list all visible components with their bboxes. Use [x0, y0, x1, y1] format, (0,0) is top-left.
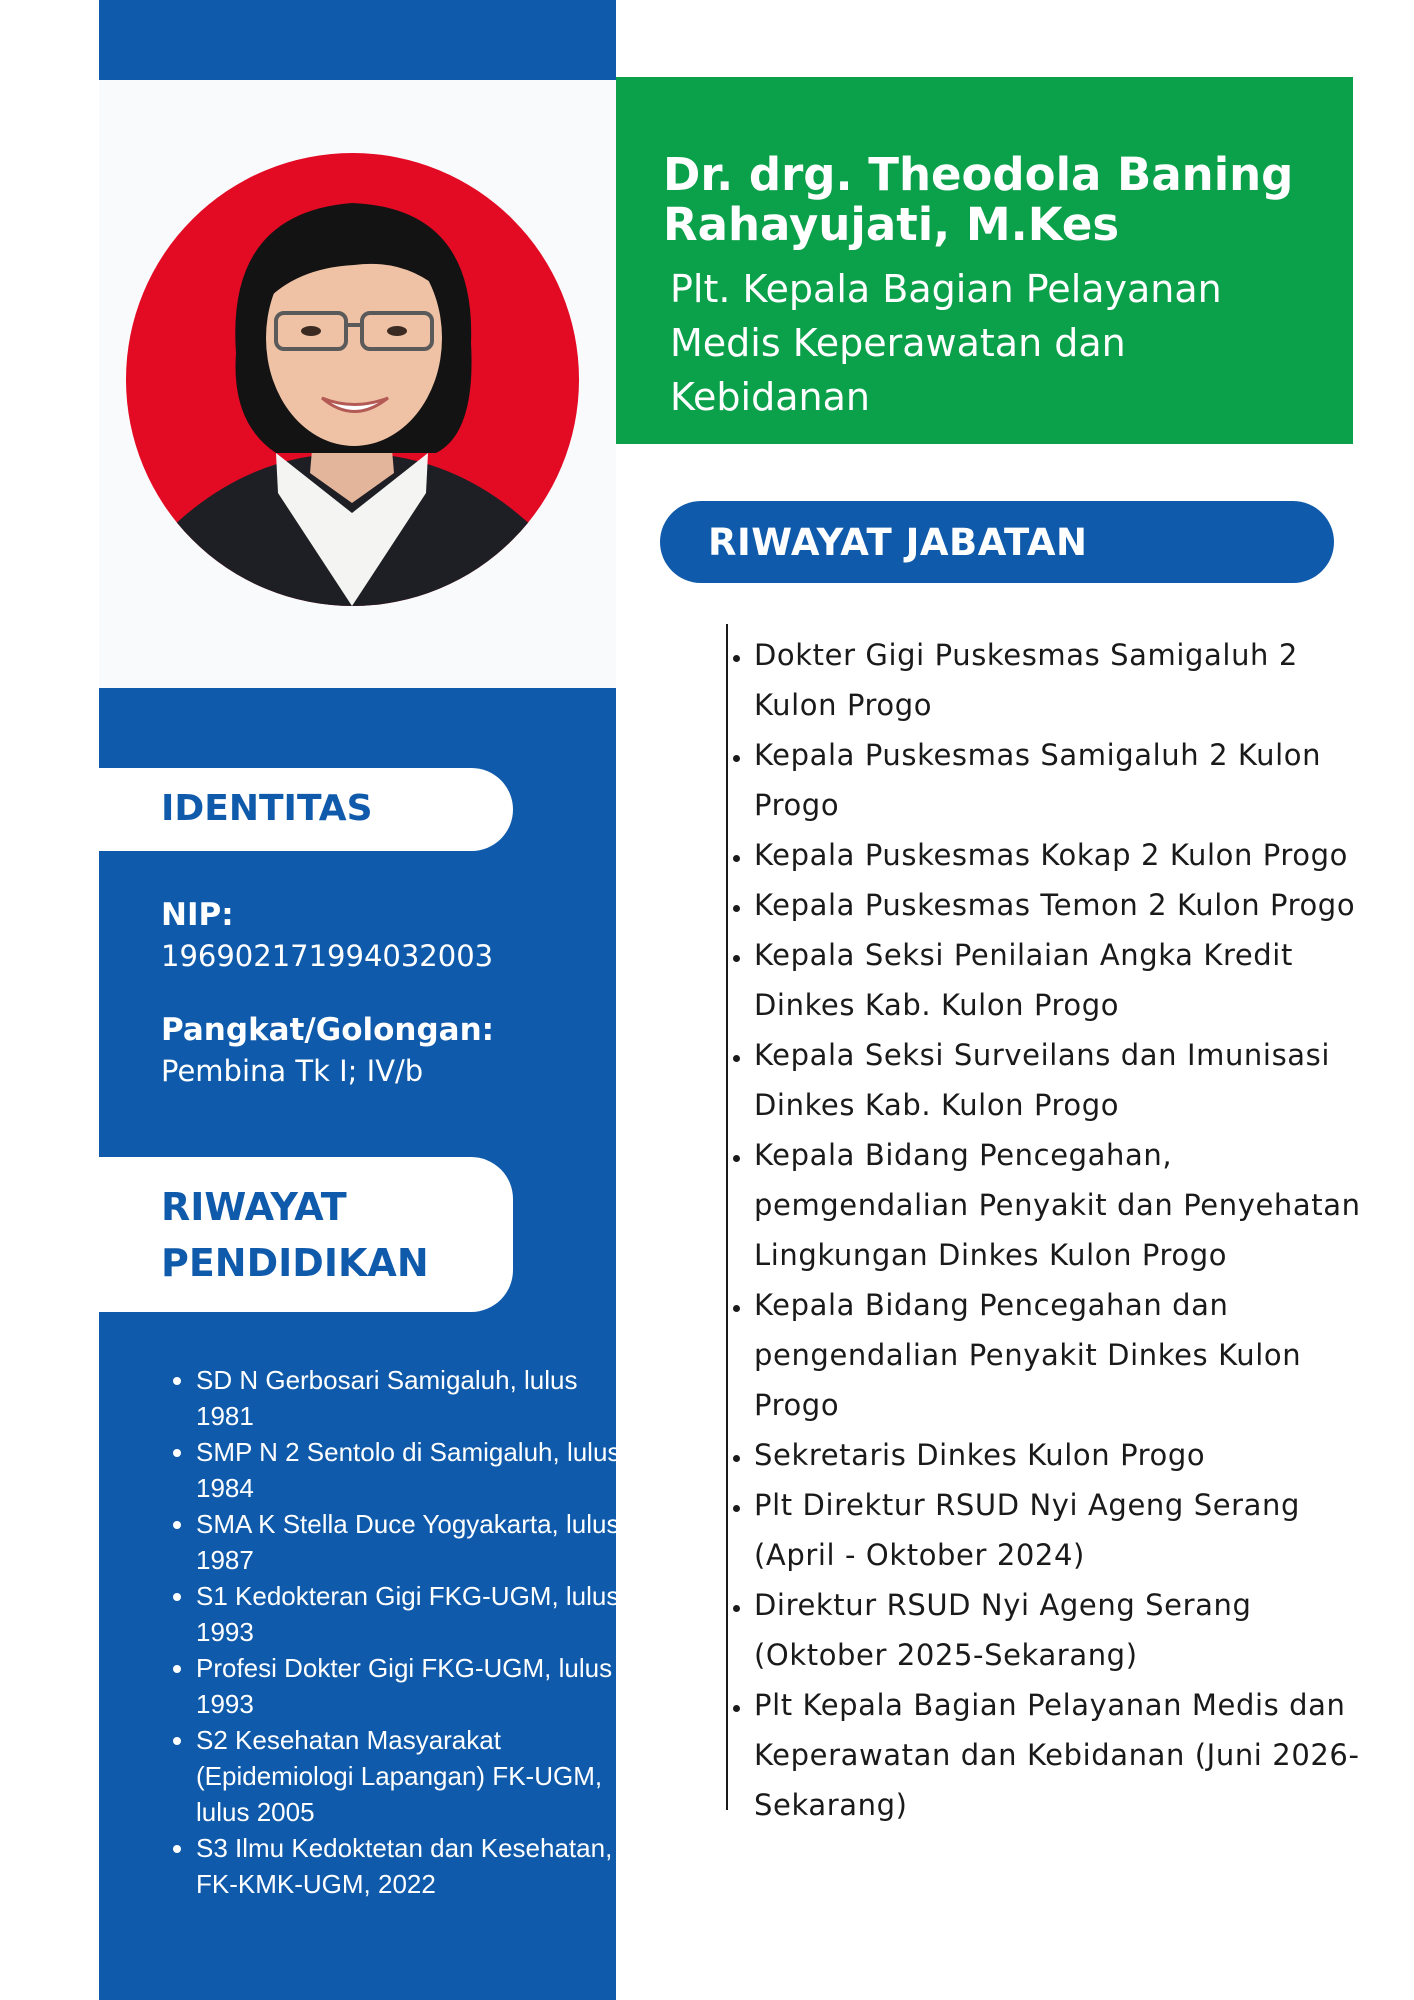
identity-heading: IDENTITAS [161, 788, 373, 829]
rank-block [161, 1012, 494, 1088]
person-name: Dr. drg. Theodola Baning Rahayujati, M.Kes [663, 148, 1294, 251]
career-list [710, 630, 1374, 1830]
person-position: Plt. Kepala Bagian Pelayanan Medis Keperawatan dan Kebidanan [670, 267, 1222, 419]
list-item: • Kepala Puskesmas Temon 2 Kulon Progo [754, 880, 1374, 930]
list-item: • SD N Gerbosari Samigaluh, lulus 1981 [196, 1362, 626, 1434]
rank-label: Pangkat/Golongan: [161, 1012, 495, 1048]
portrait-illustration [126, 153, 579, 606]
list-item: • Profesi Dokter Gigi FKG-UGM, lulus 1993 [196, 1650, 626, 1722]
nip-label: NIP: [161, 897, 234, 933]
list-item: • Kepala Seksi Penilaian Angka Kredit Dinkes Kab. Kulon Progo [754, 930, 1374, 1030]
education-heading: RIWAYAT PENDIDIKAN [161, 1185, 429, 1285]
education-list [160, 1362, 626, 1902]
nip-value: 196902171994032003 [161, 939, 494, 973]
list-item: • Direktur RSUD Nyi Ageng Serang (Oktober 2025-Sekarang) [754, 1580, 1374, 1680]
list-item: • Plt Kepala Bagian Pelayanan Medis dan Keperawatan dan Kebidanan (Juni 2026-Sekarang) [754, 1680, 1374, 1830]
rank-value: Pembina Tk I; IV/b [161, 1054, 424, 1088]
list-item: • SMA K Stella Duce Yogyakarta, lulus 1987 [196, 1506, 626, 1578]
list-item: • Plt Direktur RSUD Nyi Ageng Serang (April - Oktober 2024) [754, 1480, 1374, 1580]
career-heading-pill [660, 501, 1334, 583]
list-item: • Dokter Gigi Puskesmas Samigaluh 2 Kulon Progo [754, 630, 1374, 730]
list-item: • S2 Kesehatan Masyarakat (Epidemiologi Lapangan) FK-UGM, lulus 2005 [196, 1722, 626, 1830]
education-heading-pill [99, 1157, 513, 1312]
nip-block [161, 897, 493, 973]
identity-heading-pill [99, 768, 513, 851]
list-item: • Sekretaris Dinkes Kulon Progo [754, 1430, 1374, 1480]
list-item: • SMP N 2 Sentolo di Samigaluh, lulus 1984 [196, 1434, 626, 1506]
list-item: • Kepala Bidang Pencegahan dan pengendalian Penyakit Dinkes Kulon Progo [754, 1280, 1374, 1430]
list-item: • S1 Kedokteran Gigi FKG-UGM, lulus 1993 [196, 1578, 626, 1650]
career-heading: RIWAYAT JABATAN [708, 521, 1088, 564]
list-item: • Kepala Seksi Surveilans dan Imunisasi Dinkes Kab. Kulon Progo [754, 1030, 1374, 1130]
list-item: • S3 Ilmu Kedoktetan dan Kesehatan, FK-KMK-UGM, 2022 [196, 1830, 626, 1902]
list-item: • Kepala Bidang Pencegahan, pemgendalian Penyakit dan Penyehatan Lingkungan Dinkes Kulon Progo [754, 1130, 1374, 1280]
list-item: • Kepala Puskesmas Samigaluh 2 Kulon Progo [754, 730, 1374, 830]
profile-photo [126, 153, 579, 606]
list-item: • Kepala Puskesmas Kokap 2 Kulon Progo [754, 830, 1374, 880]
